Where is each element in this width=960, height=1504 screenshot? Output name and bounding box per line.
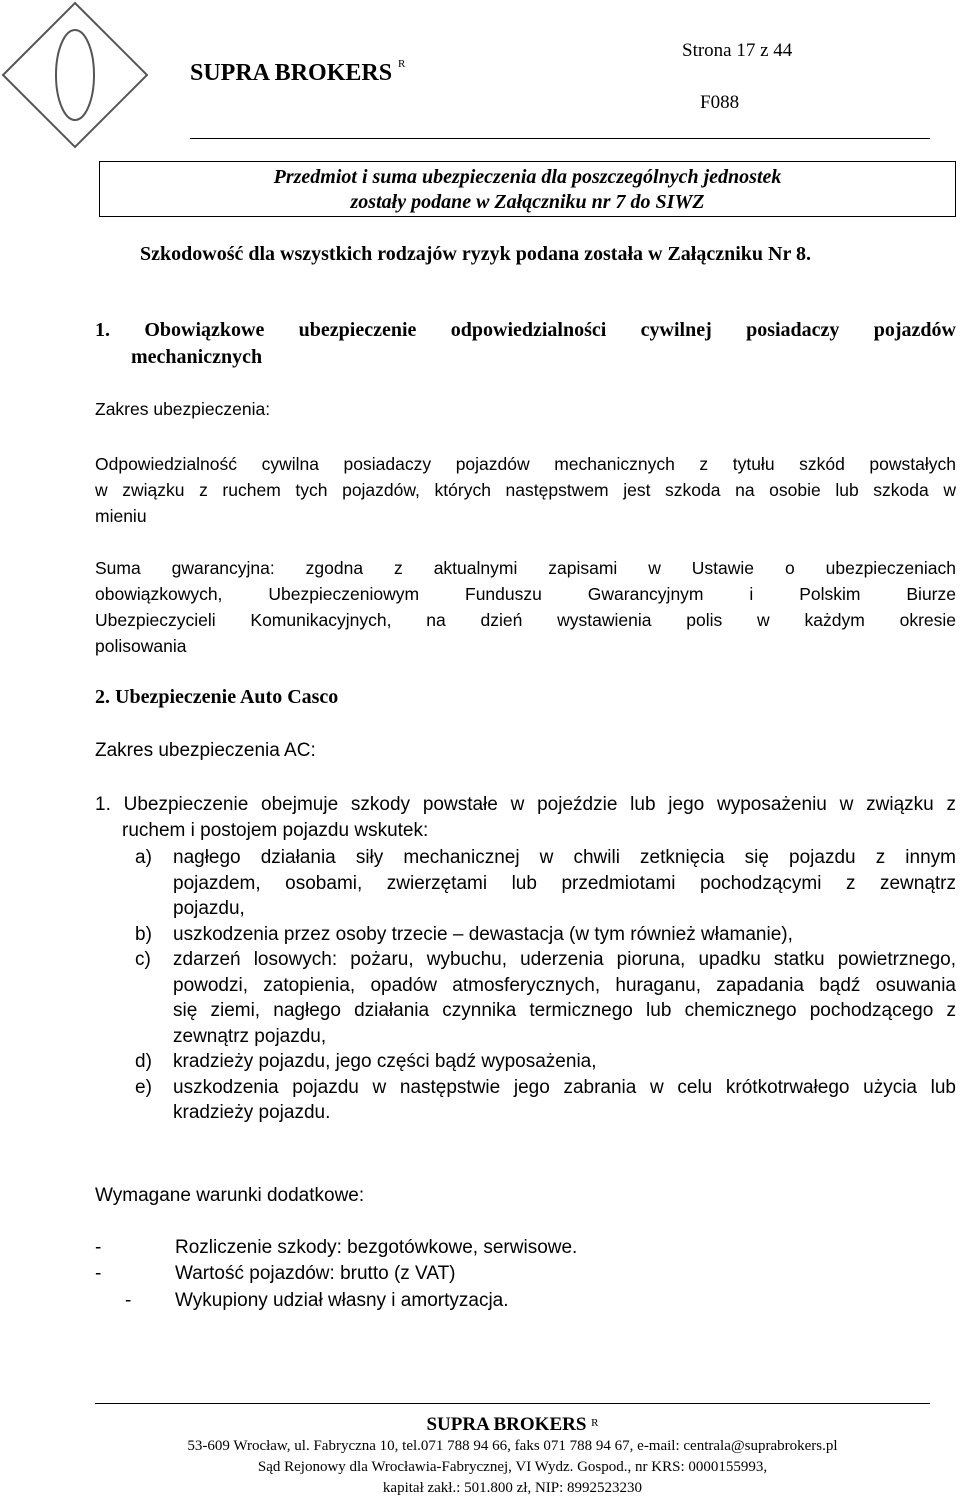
document-code: F088 — [700, 92, 740, 113]
list-item: a) nagłego działania siły mechanicznej w chwili zetknięcia się pojazdu z innym pojazdem, osobami, zwierzętami lub przedmiotami pochodzącymi z zewnątrz pojazdu, — [135, 845, 956, 922]
footer-capital: kapitał zakł.: 501.800 zł, NIP: 8992523230 — [382, 1480, 643, 1496]
list-marker: e) — [135, 1076, 152, 1098]
list-marker: c) — [135, 949, 151, 970]
condition-dash: - — [95, 1237, 102, 1258]
condition-text: Wartość pojazdów: brutto (z VAT) — [175, 1263, 456, 1284]
list-item: c) zdarzeń losowych: pożaru, wybuchu, uderzenia pioruna, upadku statku powietrznego, powodzi, zatopienia, opadów atmosferycznych, huraganu, zapadania bądź osuwania się ziemi, nagłego działania czynnika termicznego lub chemicznego pochodzącego z zewnątrz pojazdu, — [135, 947, 956, 1049]
boxed-note — [100, 165, 955, 215]
section1-sum-paragraph: Suma gwarancyjna: zgodna z aktualnymi zapisami w Ustawie o ubezpieczeniach obowiązkowych, Ubezpieczeniowym Funduszu Gwarancyjnym i Polskim Biurze Ubezpieczycieli Komunikacyjnych, na dzień wystawienia polis w każdym okresie polisowania — [95, 558, 956, 656]
footer — [95, 1414, 930, 1499]
header-divider — [190, 138, 930, 139]
footer-registry: Sąd Rejonowy dla Wrocławia-Fabrycznej, VI Wydz. Gospod., nr KRS: 0000155993, — [257, 1459, 768, 1475]
section1-scope-paragraph: Odpowiedzialność cywilna posiadaczy pojazdów mechanicznych z tytułu szkód powstałych w związku z ruchem tych pojazdów, których następstwem jest szkoda na osobie lub szkoda w mieniu — [95, 454, 956, 526]
section2-sublist — [135, 845, 956, 1126]
section2-item1: 1. Ubezpieczenie obejmuje szkody powstałe w pojeździe lub jego wyposażeniu w związku z ruchem i postojem pojazdu wskutek: — [95, 794, 956, 841]
list-marker: b) — [135, 923, 152, 945]
boxed-note-line1: Przedmiot i suma ubezpieczenia dla poszczególnych jednostek — [273, 166, 782, 188]
section1-heading: 1. Obowiązkowe ubezpieczenie odpowiedzialności cywilnej posiadaczy pojazdów mechanicznych — [95, 319, 956, 368]
condition-item — [95, 1263, 695, 1289]
condition-dash: - — [95, 1263, 102, 1284]
additional-conditions-label: Wymagane warunki dodatkowe: — [95, 1185, 365, 1206]
list-item: e) uszkodzenia pojazdu w następstwie jego zabrania w celu krótkotrwałego użycia lub kradzieży pojazdu. — [135, 1075, 956, 1126]
condition-text: Wykupiony udział własny i amortyzacja. — [175, 1290, 509, 1311]
claims-note: Szkodowość dla wszystkich rodzajów ryzyk podana została w Załączniku Nr 8. — [140, 243, 811, 265]
section2-scope-label: Zakres ubezpieczenia AC: — [95, 740, 316, 761]
condition-text: Rozliczenie szkody: bezgotówkowe, serwisowe. — [175, 1237, 578, 1258]
company-logo — [0, 0, 160, 160]
list-item: d) kradzieży pojazdu, jego części bądź wyposażenia, — [135, 1049, 956, 1075]
footer-registered-mark: R — [591, 1417, 599, 1429]
list-marker: a) — [135, 847, 152, 868]
page-number: Strona 17 z 44 — [682, 40, 793, 61]
footer-brand: SUPRA BROKERS $^R$ — [426, 1414, 599, 1435]
condition-item — [95, 1237, 695, 1263]
section2-heading: 2. Ubezpieczenie Auto Casco — [95, 686, 339, 708]
boxed-note-line2: zostały podane w Załączniku nr 7 do SIWZ — [350, 191, 705, 213]
section1-scope-label: Zakres ubezpieczenia: — [95, 399, 271, 419]
brand-name: SUPRA BROKERS $^R$ — [190, 58, 406, 86]
list-item: b) uszkodzenia przez osoby trzecie – dewastacja (w tym również włamanie), — [135, 922, 956, 948]
footer-divider — [95, 1403, 930, 1404]
list-marker: d) — [135, 1051, 152, 1072]
condition-item — [95, 1290, 695, 1316]
condition-dash: - — [125, 1290, 132, 1311]
footer-address: 53-609 Wrocław, ul. Fabryczna 10, tel.071 788 94 66, faks 071 788 94 67, e-mail: centrala@suprabrokers.pl — [187, 1438, 838, 1454]
registered-mark: R — [398, 58, 406, 70]
